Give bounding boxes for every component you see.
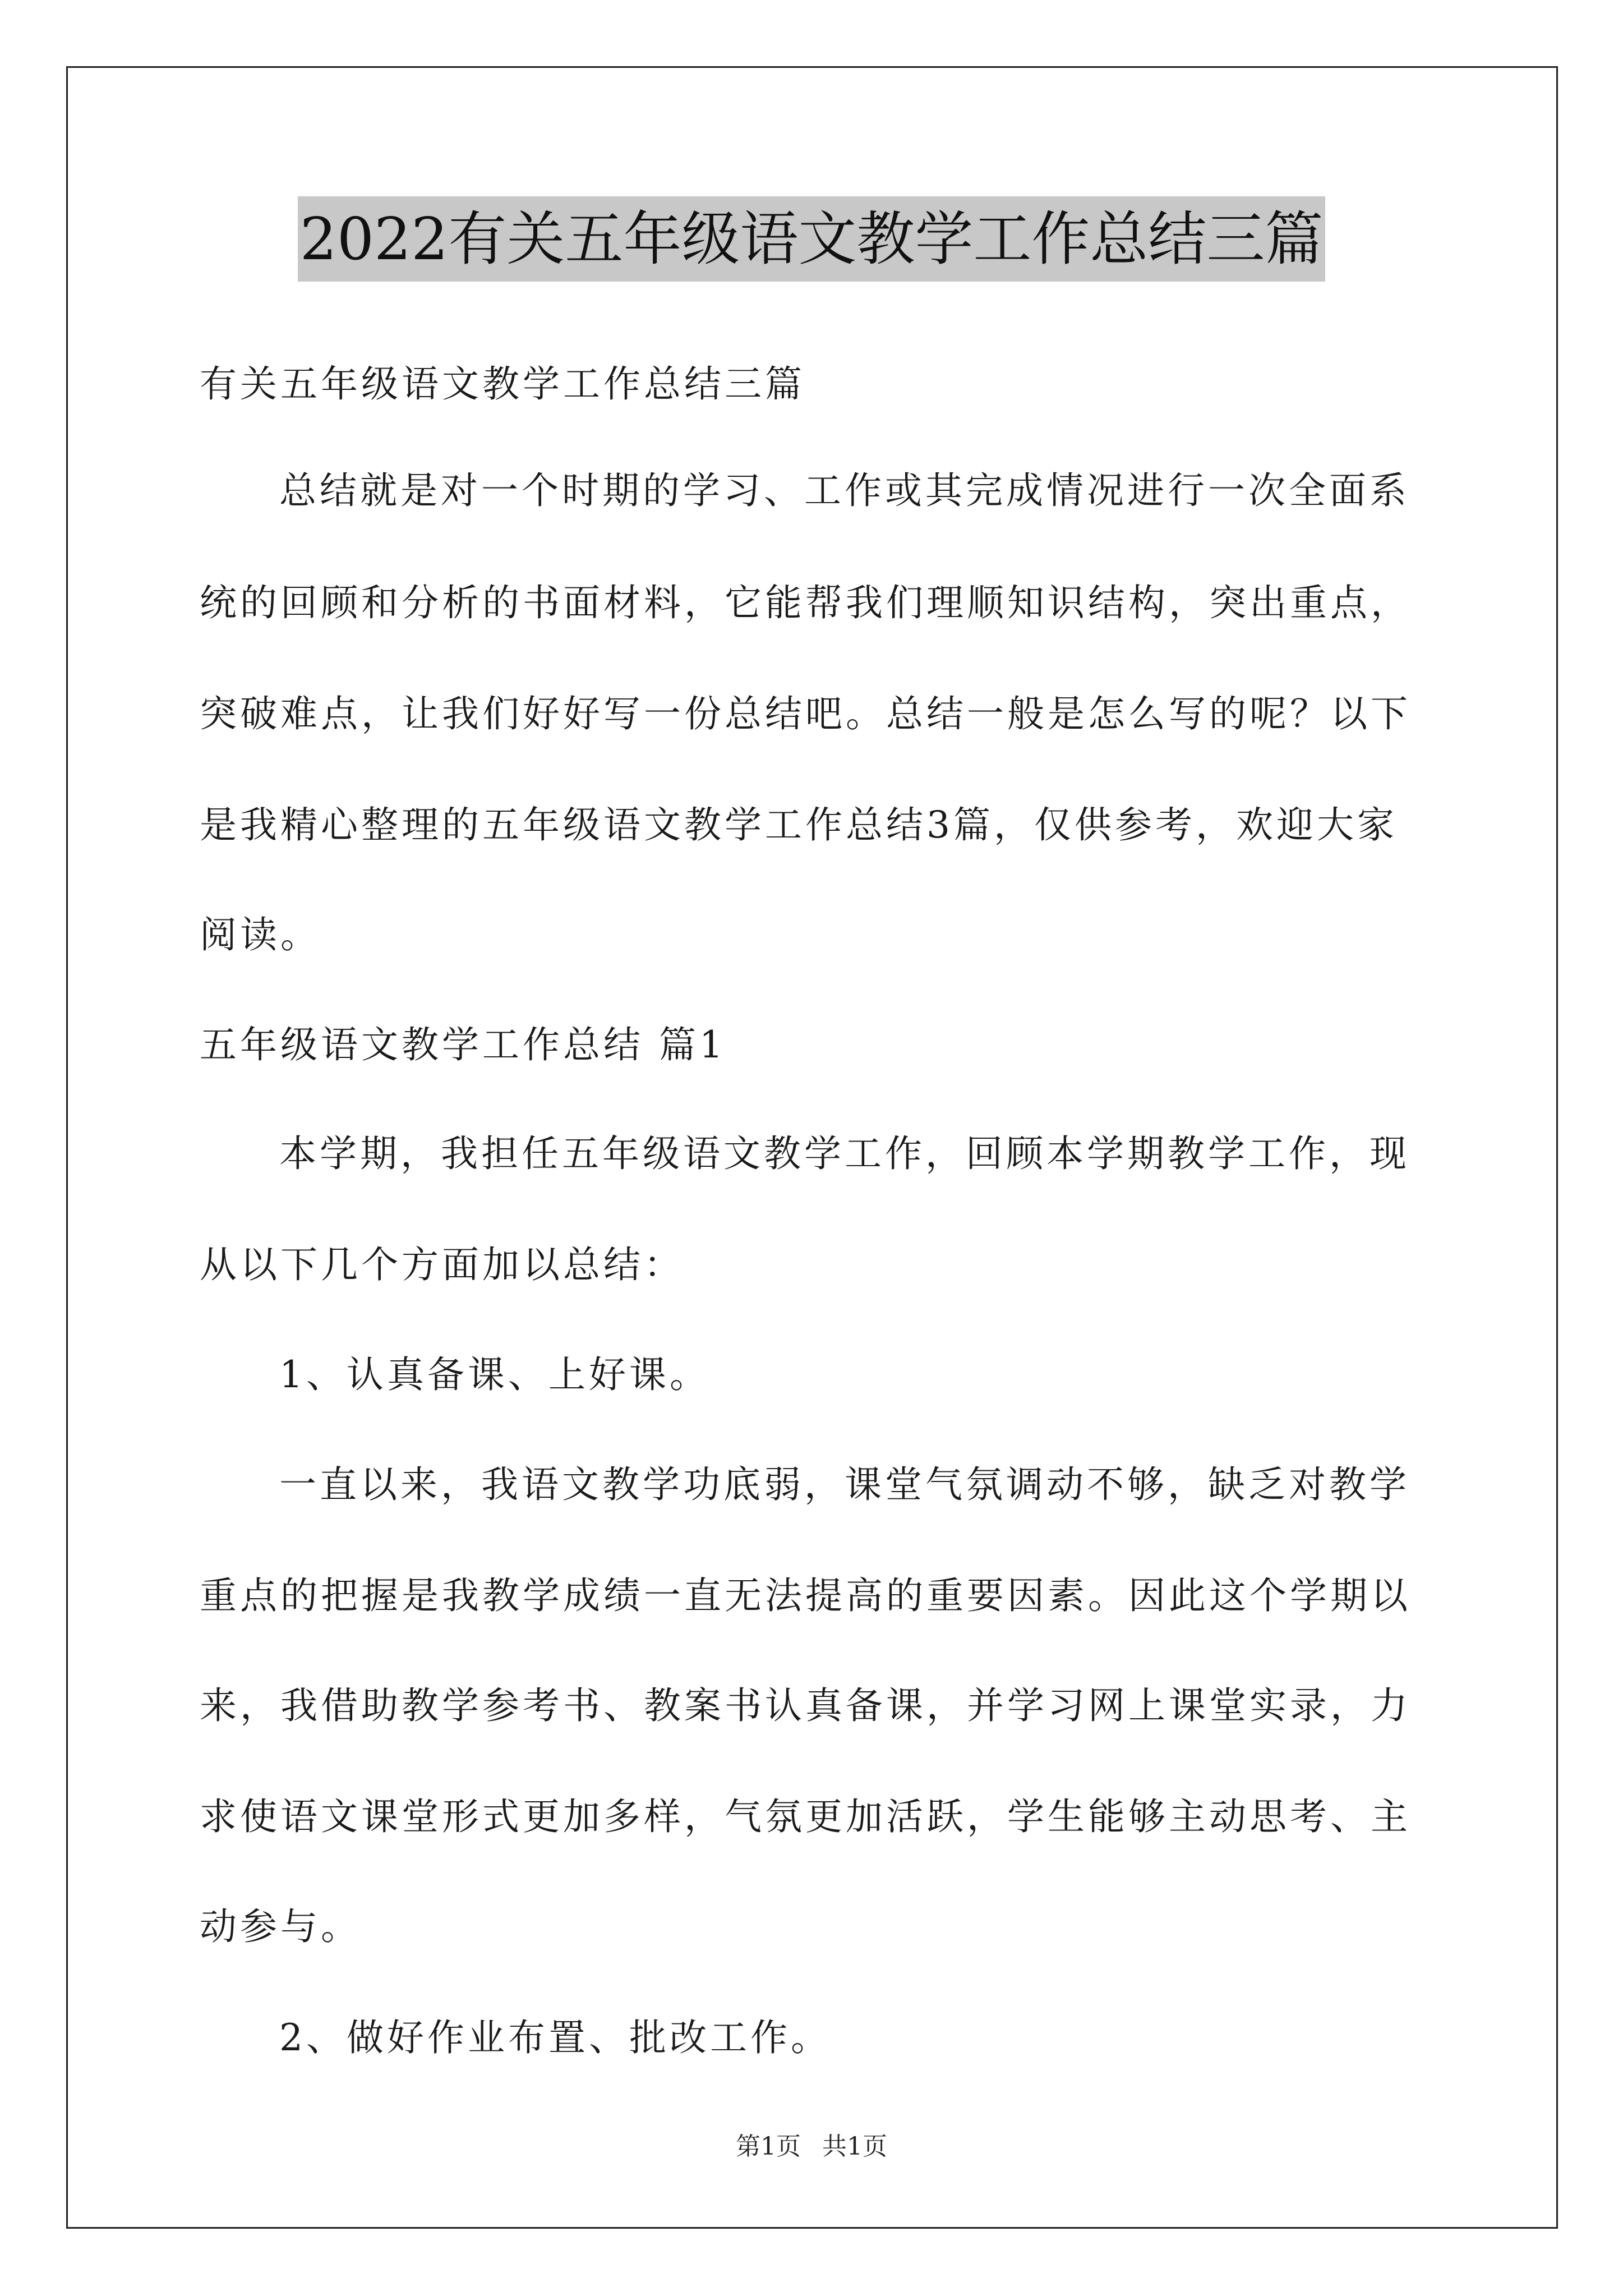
paragraph-line: 总结就是对一个时期的学习、工作或其完成情况进行一次全面系 — [279, 469, 1410, 512]
list-item-heading: 1、认真备课、上好课。 — [279, 1353, 710, 1396]
paragraph-line: 突破难点，让我们好好写一份总结吧。总结一般是怎么写的呢？以下 — [200, 692, 1411, 735]
paragraph-line: 本学期，我担任五年级语文教学工作，回顾本学期教学工作，现 — [279, 1132, 1410, 1175]
paragraph-line: 阅读。 — [200, 913, 321, 956]
paragraph-line: 动参与。 — [200, 1905, 361, 1948]
page-number-total: 共1页 — [822, 2132, 887, 2161]
paragraph-line: 来，我借助教学参考书、教案书认真备课，并学习网上课堂实录，力 — [200, 1684, 1411, 1727]
list-item-heading: 2、做好作业布置、批改工作。 — [279, 2016, 831, 2059]
paragraph-line: 重点的把握是我教学成绩一直无法提高的重要因素。因此这个学期以 — [200, 1574, 1411, 1617]
section-heading: 五年级语文教学工作总结 篇1 — [200, 1023, 726, 1066]
paragraph-line: 统的回顾和分析的书面材料，它能帮我们理顺知识结构，突出重点， — [200, 581, 1411, 624]
document-subtitle: 有关五年级语文教学工作总结三篇 — [200, 362, 805, 406]
paragraph-line: 是我精心整理的五年级语文教学工作总结3篇，仅供参考，欢迎大家 — [200, 803, 1398, 846]
document-title: 2022有关五年级语文教学工作总结三篇 — [298, 196, 1326, 282]
paragraph-line: 一直以来，我语文教学功底弱，课堂气氛调动不够，缺乏对教学 — [279, 1463, 1410, 1506]
paragraph-line: 从以下几个方面加以总结： — [200, 1243, 684, 1286]
title-container — [0, 196, 1623, 282]
page-footer — [0, 2126, 1623, 2162]
page-number-current: 第1页 — [736, 2132, 801, 2161]
paragraph-line: 求使语文课堂形式更加多样，气氛更加活跃，学生能够主动思考、主 — [200, 1795, 1411, 1838]
